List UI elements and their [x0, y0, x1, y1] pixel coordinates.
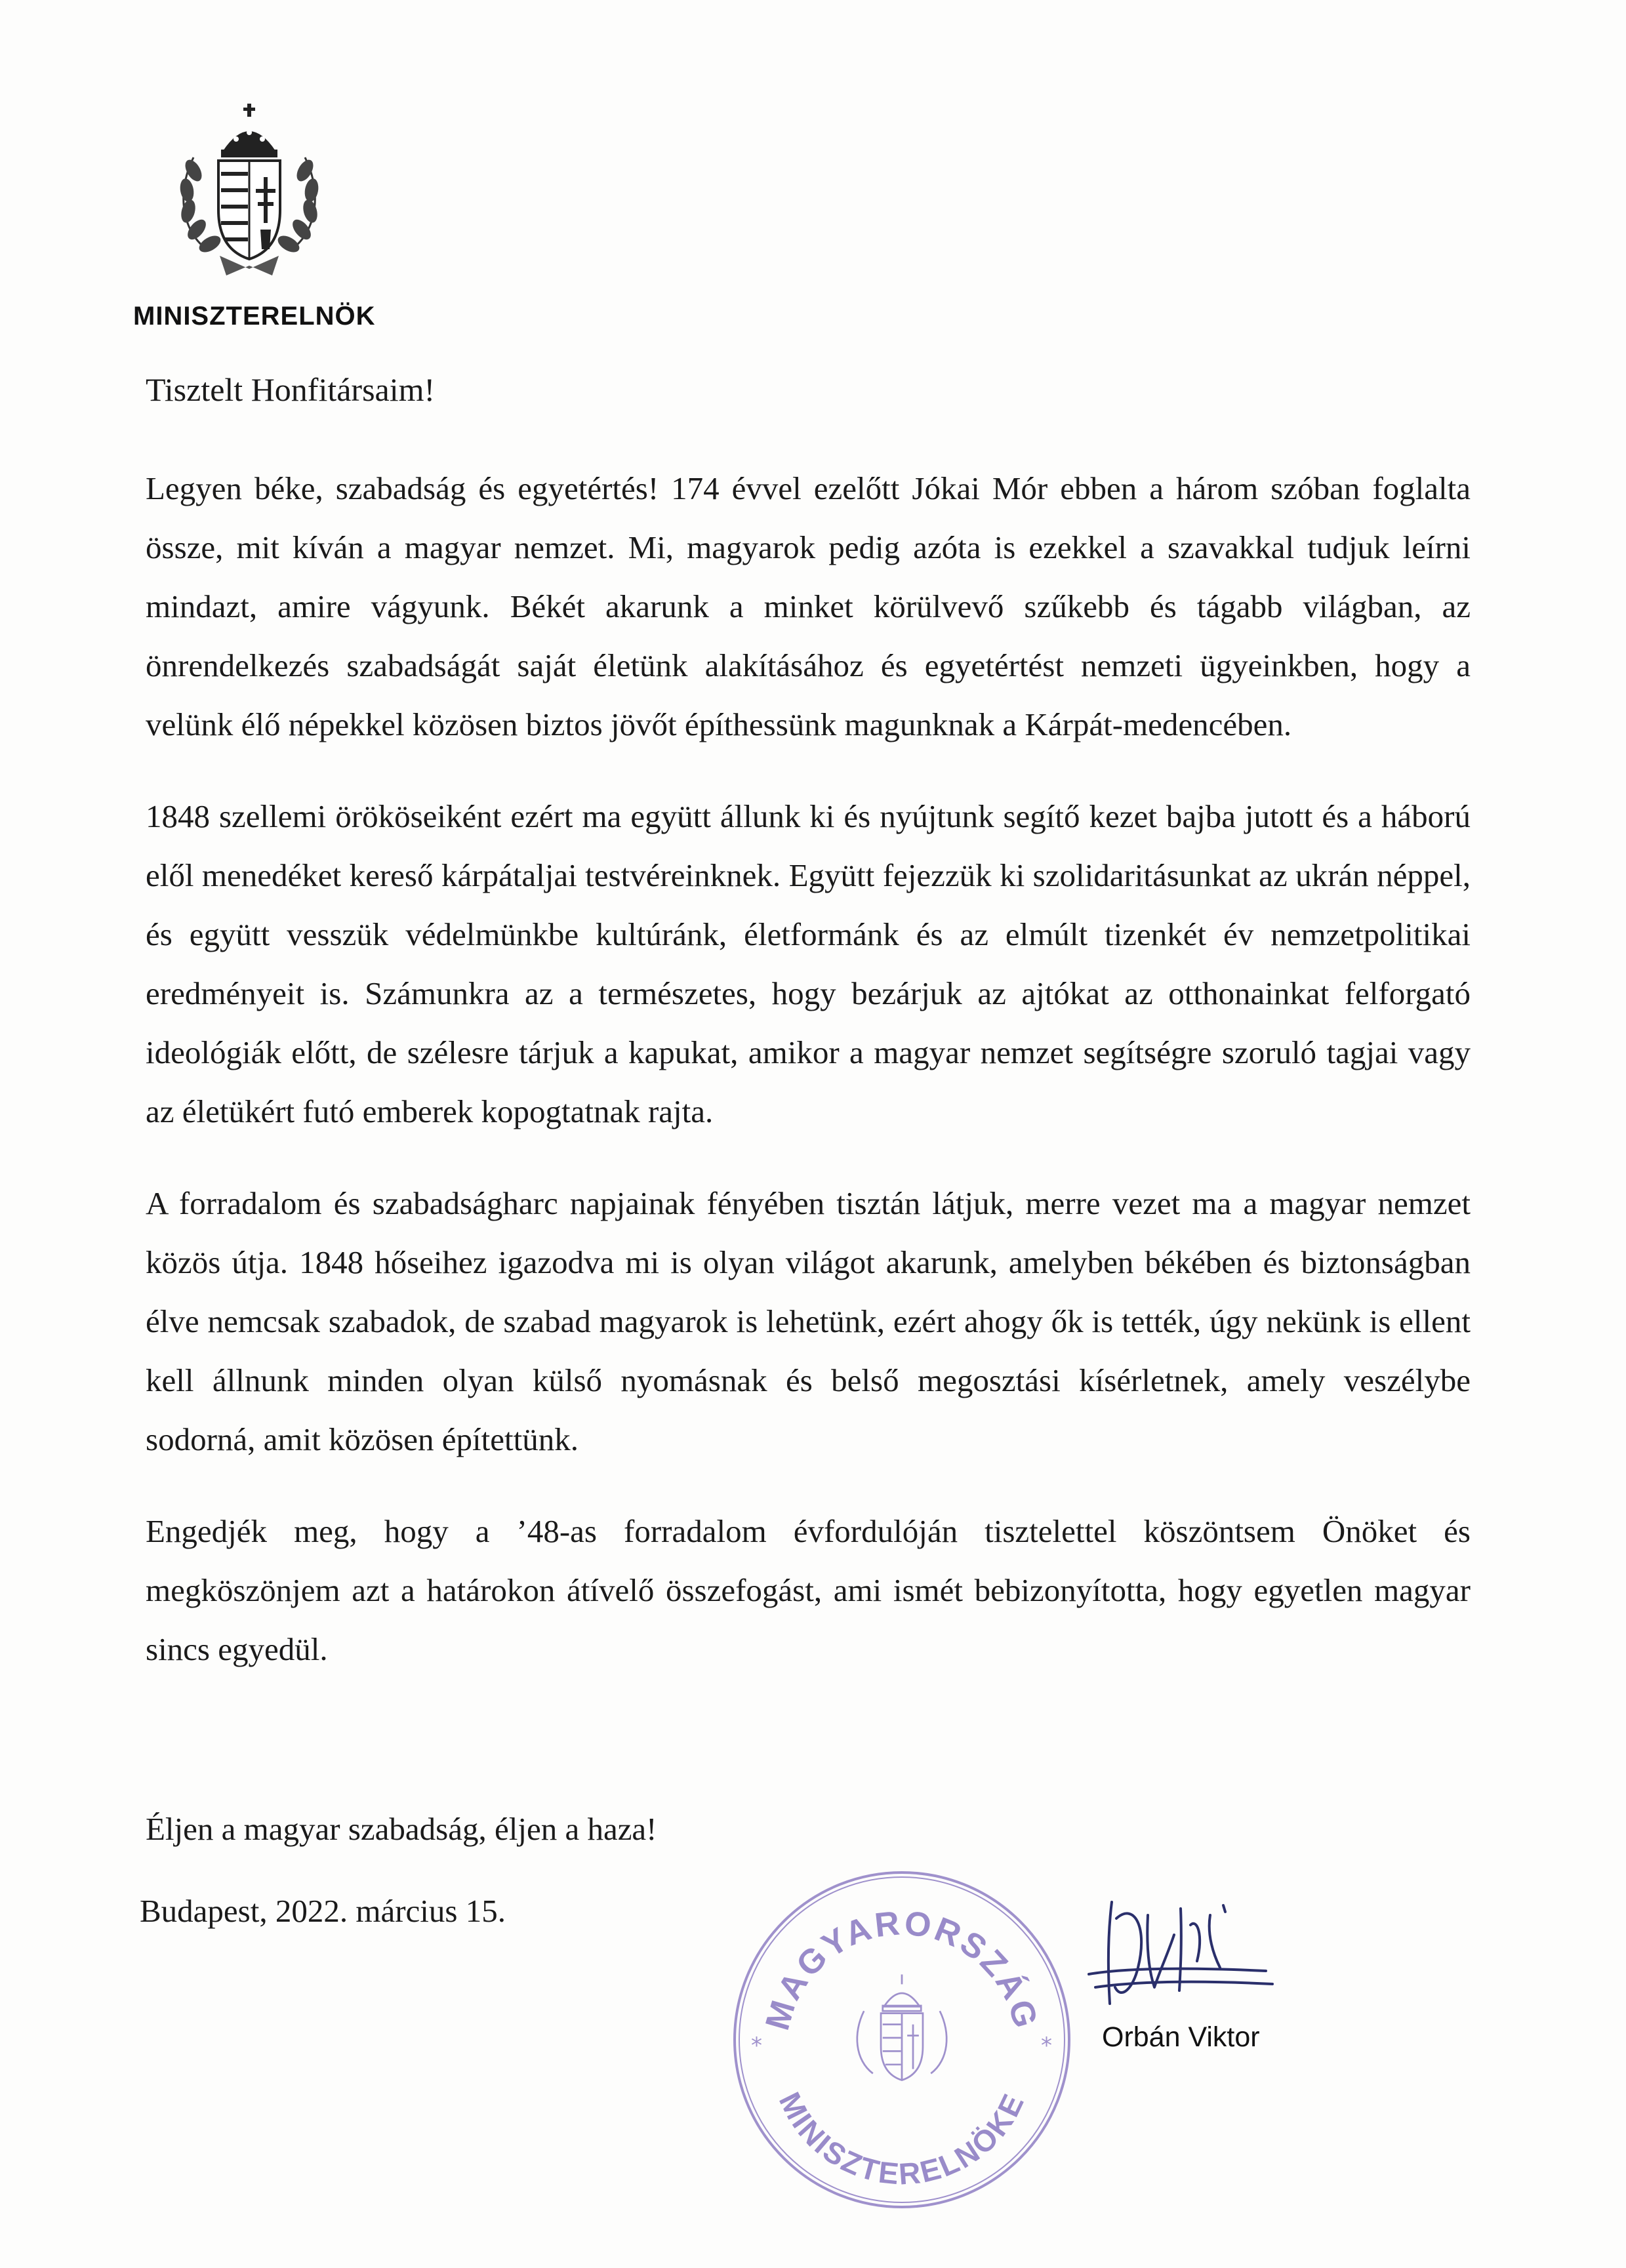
svg-text:*: * [1041, 2033, 1052, 2059]
handwritten-signature-icon [1076, 1889, 1279, 2020]
paragraph: Engedjék meg, hogy a ’48-as forradalom évfordulóján tisztelettel köszöntsem Önöket és megköszönjem azt a határokon átívelő összefogást, ami ismét bebizonyította, hogy egyetlen magyar sincs egyedül. [146, 1513, 1471, 1667]
closing-line: Éljen a magyar szabadság, éljen a haza! [146, 1811, 657, 1847]
paragraph: 1848 szellemi örököseiként ezért ma együtt állunk ki és nyújtunk segítő kezet bajba jutott és a háború elől menedéket kereső kárpátaljai testvéreinknek. Együtt fejezzük ki szolidaritásunkat az ukrán néppel, és együtt vesszük védelmünkbe kultúránk, életformánk és az elmúlt tizenkét év nemzetpolitikai eredményeit is. Számunkra az a természetes, hogy bezárjuk az ajtókat az otthonainkat felforgató ideológiák előtt, de szélesre tárjuk a kapukat, amikor a magyar nemzet segítségre szoruló tagjai vagy az életükért futó emberek kopogtatnak rajta. [146, 798, 1471, 1129]
salutation: Tisztelt Honfitársaim! [146, 371, 436, 408]
office-title: MINISZTERELNÖK [133, 302, 376, 331]
letter-body [146, 459, 1471, 1712]
stamp-bottom-text: MINISZTERELNÖKE [772, 2086, 1031, 2191]
stamp-top-text: MAGYARORSZÁG [758, 1904, 1046, 2035]
svg-text:*: * [751, 2033, 762, 2059]
coat-of-arms-icon [167, 98, 331, 295]
signer-name: Orbán Viktor [1102, 2021, 1260, 2053]
official-seal-icon [725, 1863, 1079, 2217]
place-and-date: Budapest, 2022. március 15. [140, 1893, 506, 1929]
paragraph: A forradalom és szabadságharc napjainak fényében tisztán látjuk, merre vezet ma a magyar nemzet közös útja. 1848 hőseihez igazodva mi is olyan világot akarunk, amelyben békében és biztonságban élve nemcsak szabadok, de szabad magyarok is lehetünk, ezért ahogy ők is tették, úgy nekünk is ellent kell állnunk minden olyan külső nyomásnak és belső megosztási kísérletnek, amely veszélybe sodorná, amit közösen építettünk. [146, 1185, 1471, 1457]
paragraph: Legyen béke, szabadság és egyetértés! 174 évvel ezelőtt Jókai Mór ebben a három szóban foglalta össze, mit kíván a magyar nemzet. Mi, magyarok pedig azóta is ezekkel a szavakkal tudjuk leírni mindazt, amire vágyunk. Békét akarunk a minket körülvevő szűkebb és tágabb világban, az önrendelkezés szabadságát saját életünk alakításához és egyetértést nemzeti ügyeinkben, hogy a velünk élő népekkel közösen biztos jövőt építhessünk magunknak a Kárpát-medencében. [146, 470, 1471, 742]
